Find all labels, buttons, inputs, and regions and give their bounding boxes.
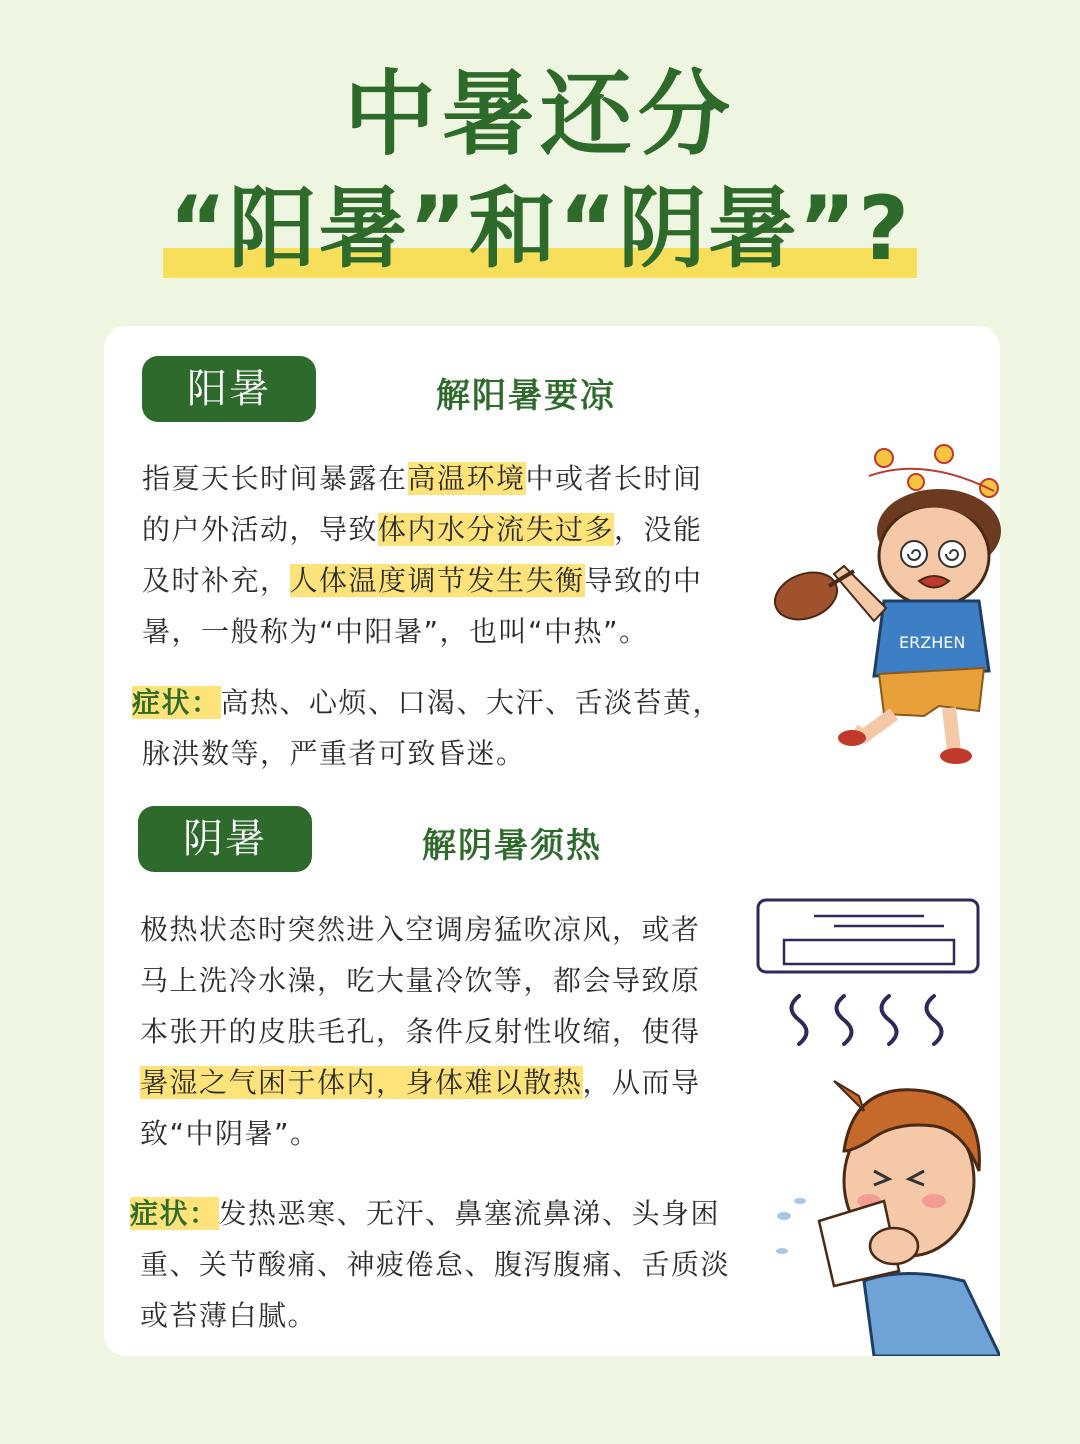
highlight-text: 暑湿之气困于体内，身体难以散热: [140, 1066, 583, 1099]
title-line-1: 中暑还分: [343, 61, 736, 168]
sneezing-man-illustration: [764, 1071, 1000, 1356]
shirt-text: ERZHEN: [899, 633, 966, 652]
symptom-label: 症状：: [132, 686, 221, 719]
title-line-2: “阳暑”和“阴暑”?: [168, 177, 912, 280]
text-segment: 导致的中: [584, 564, 703, 597]
yang-symptoms: [132, 677, 722, 779]
content-card: [104, 326, 1000, 1356]
yang-desc-line-2: [142, 504, 703, 555]
yang-desc-line-1: [142, 453, 703, 504]
yin-tag: 阴暑: [138, 806, 312, 872]
yang-desc-line-3: [142, 555, 703, 606]
yang-description: [142, 453, 703, 657]
yin-desc-line-4: [140, 1057, 701, 1108]
page-title: [0, 60, 1080, 284]
symptom-label: 症状：: [130, 1197, 219, 1230]
text-segment: ，没能: [614, 513, 703, 546]
yin-desc-line-1: 极热状态时突然进入空调房猛吹凉风，或者: [140, 913, 701, 946]
yin-desc-line-2: 马上洗冷水澡，吃大量冷饮等，都会导致原: [140, 964, 701, 997]
text-segment: ，从而导: [582, 1066, 701, 1099]
yang-symptom-line-1: [132, 677, 722, 728]
title-line-2-wrap: [169, 174, 911, 284]
dizzy-boy-illustration: [774, 436, 1004, 766]
yang-tag: 阳暑: [142, 356, 316, 422]
yang-subtitle: 解阳暑要凉: [436, 376, 616, 416]
yin-symptom-line-1: [130, 1188, 730, 1239]
yin-desc-line-3: 本张开的皮肤毛孔，条件反射性收缩，使得: [140, 1015, 701, 1048]
highlight-text: 高温环境: [407, 462, 526, 495]
text-segment: 高热、心烦、口渴、大汗、舌淡苔黄，: [220, 686, 723, 719]
text-segment: 中或者长时间: [525, 462, 703, 495]
yin-symptom-line-3: 或苔薄白腻。: [140, 1299, 318, 1332]
text-segment: 的户外活动，导致: [142, 513, 379, 546]
air-conditioner-icon: [754, 896, 984, 1056]
yin-desc-line-5: 致“中阴暑”。: [140, 1117, 320, 1150]
yang-symptom-line-2: 脉洪数等，严重者可致昏迷。: [142, 737, 526, 770]
highlight-text: 人体温度调节发生失衡: [289, 564, 585, 597]
yin-symptoms: [130, 1188, 730, 1341]
yin-description: [140, 904, 701, 1159]
text-segment: 发热恶寒、无汗、鼻塞流鼻涕、头身困: [218, 1197, 721, 1230]
yin-subtitle: 解阴暑须热: [422, 826, 602, 866]
yin-symptom-line-2: 重、关节酸痛、神疲倦怠、腹泻腹痛、舌质淡: [140, 1248, 731, 1281]
highlight-text: 体内水分流失过多: [378, 513, 615, 546]
text-segment: 及时补充，: [142, 564, 290, 597]
text-segment: 指夏天长时间暴露在: [142, 462, 408, 495]
yang-desc-line-4: 暑，一般称为“中阳暑”，也叫“中热”。: [142, 615, 649, 648]
